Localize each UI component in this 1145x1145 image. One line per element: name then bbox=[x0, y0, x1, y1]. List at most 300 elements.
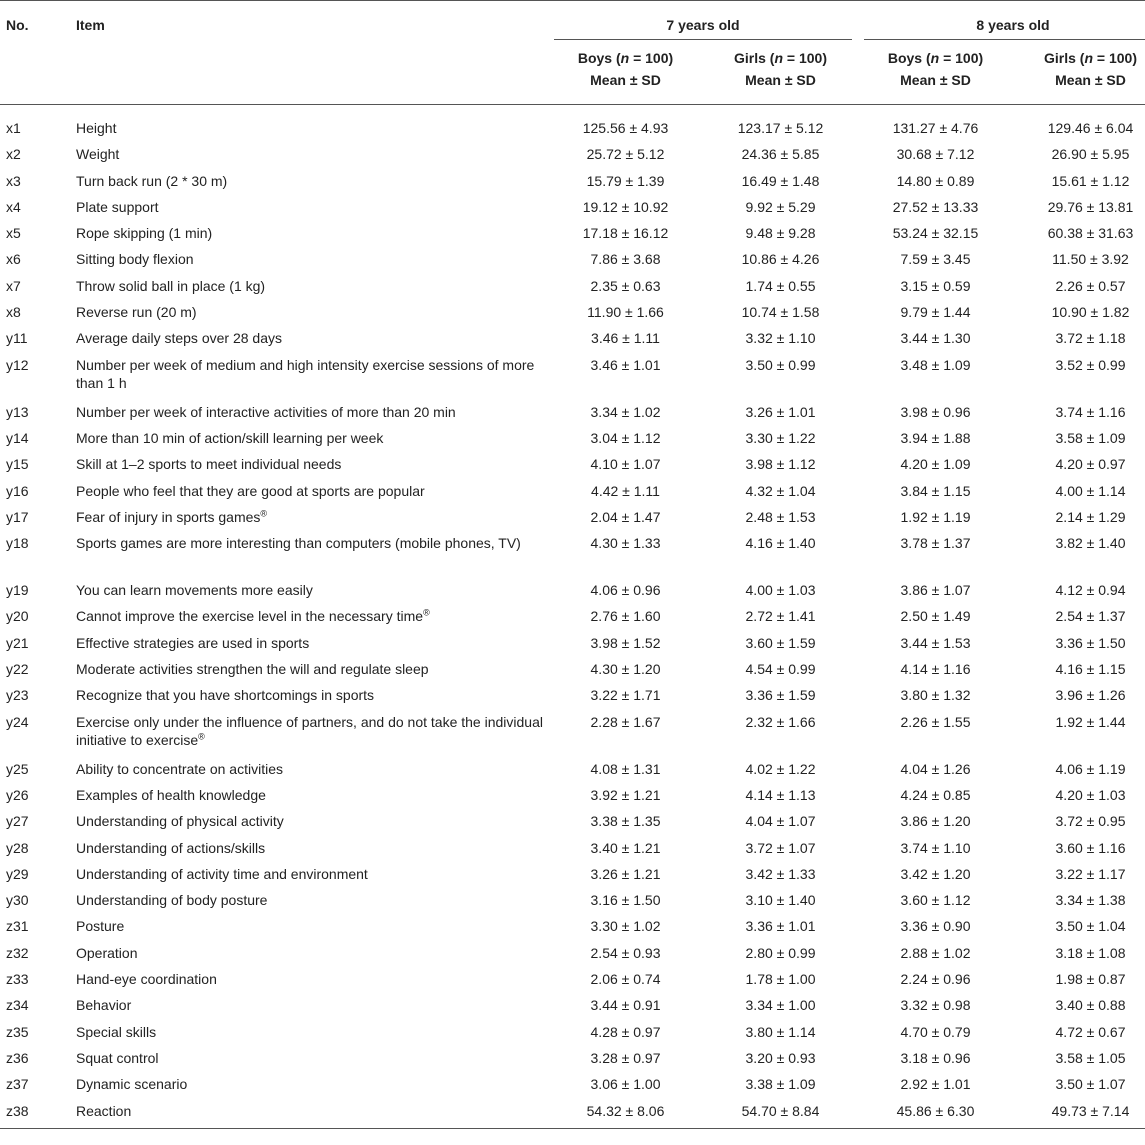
cell-g8: 15.61 ± 1.12 bbox=[1051, 172, 1130, 189]
cell-b7: 2.35 ± 0.63 bbox=[590, 277, 661, 294]
cell-g7: 3.20 ± 0.93 bbox=[745, 1049, 816, 1066]
row-item bbox=[76, 707, 548, 754]
row-item bbox=[76, 885, 548, 911]
cell-b7: 3.26 ± 1.21 bbox=[590, 865, 661, 882]
cell-g7: 10.86 ± 4.26 bbox=[741, 251, 820, 268]
cell-b7: 3.40 ± 1.21 bbox=[590, 839, 661, 856]
cell-b7: 54.32 ± 8.06 bbox=[548, 1096, 703, 1129]
row-item-text: Sports games are more interesting than computers (mobile phones, TV) bbox=[76, 535, 521, 552]
row-item-text: Effective strategies are used in sports bbox=[76, 634, 310, 651]
cell-b8: 3.18 ± 0.96 bbox=[900, 1049, 971, 1066]
cell-b8: 53.24 ± 32.15 bbox=[892, 225, 979, 242]
table-row bbox=[0, 859, 1145, 885]
row-item-text: Examples of health knowledge bbox=[76, 786, 266, 803]
row-no: y17 bbox=[6, 508, 29, 525]
row-item-text: Turn back run (2 * 30 m) bbox=[76, 172, 228, 189]
cell-b7: 3.22 ± 1.71 bbox=[590, 687, 661, 704]
row-no: z36 bbox=[6, 1049, 29, 1066]
row-item-text: More than 10 min of action/skill learning per week bbox=[76, 429, 384, 446]
cell-g7: 9.92 ± 5.29 bbox=[745, 198, 816, 215]
row-item-text: Sitting body flexion bbox=[76, 251, 194, 268]
cell-g8: 3.36 ± 1.50 bbox=[1055, 634, 1126, 651]
row-no: y13 bbox=[6, 403, 29, 420]
cell-b8: 4.14 ± 1.16 bbox=[900, 661, 971, 678]
row-no: y15 bbox=[6, 456, 29, 473]
cell-b8: 3.80 ± 1.32 bbox=[900, 687, 971, 704]
row-item bbox=[76, 859, 548, 885]
row-item-text: Fear of injury in sports games bbox=[76, 508, 261, 525]
cell-b7: 3.04 ± 1.12 bbox=[590, 429, 661, 446]
cell-b8: 3.84 ± 1.15 bbox=[900, 482, 971, 499]
row-item bbox=[76, 680, 548, 706]
row-item bbox=[76, 628, 548, 654]
cell-b8: 2.50 ± 1.49 bbox=[900, 608, 971, 625]
table-row bbox=[0, 297, 1145, 323]
row-no: y29 bbox=[6, 865, 29, 882]
cell-b7: 3.92 ± 1.21 bbox=[590, 786, 661, 803]
row-no: y14 bbox=[6, 429, 29, 446]
table-row bbox=[0, 166, 1145, 192]
table-row bbox=[0, 218, 1145, 244]
row-no: y11 bbox=[6, 330, 28, 347]
row-no: y28 bbox=[6, 839, 29, 856]
cell-g7: 2.48 ± 1.53 bbox=[745, 508, 816, 525]
cell-b8: 4.24 ± 0.85 bbox=[900, 786, 971, 803]
table-row bbox=[0, 1043, 1145, 1069]
reverse-scored-mark: ® bbox=[423, 607, 430, 618]
row-no: y19 bbox=[6, 582, 29, 599]
table-row bbox=[0, 601, 1145, 627]
cell-g8: 3.96 ± 1.26 bbox=[1055, 687, 1126, 704]
row-item-text: Cannot improve the exercise level in the necessary time bbox=[76, 608, 424, 625]
table-row bbox=[0, 754, 1145, 780]
row-item bbox=[76, 1096, 548, 1129]
table-row bbox=[0, 397, 1145, 423]
cell-b8: 9.79 ± 1.44 bbox=[900, 304, 971, 321]
row-no: x2 bbox=[6, 146, 21, 163]
table-row bbox=[0, 885, 1145, 911]
row-item bbox=[76, 601, 548, 627]
cell-b7: 3.30 ± 1.02 bbox=[590, 918, 661, 935]
table-row bbox=[0, 680, 1145, 706]
row-item bbox=[76, 964, 548, 990]
cell-b7: 2.28 ± 1.67 bbox=[590, 713, 661, 730]
cell-g8: 129.46 ± 6.04 bbox=[1047, 120, 1134, 136]
row-no: z38 bbox=[0, 1096, 76, 1129]
cell-g7: 123.17 ± 5.12 bbox=[737, 120, 824, 136]
cell-g7: 3.34 ± 1.00 bbox=[745, 997, 816, 1014]
cell-g8: 3.52 ± 0.99 bbox=[1055, 356, 1126, 373]
row-item bbox=[76, 297, 548, 323]
cell-b8: 3.15 ± 0.59 bbox=[900, 277, 971, 294]
row-item bbox=[76, 1017, 548, 1043]
table-row bbox=[0, 575, 1145, 601]
cell-g8: 2.26 ± 0.57 bbox=[1055, 277, 1126, 294]
row-item bbox=[76, 192, 548, 218]
table-row bbox=[0, 350, 1145, 397]
row-item bbox=[76, 139, 548, 165]
cell-b8: 1.92 ± 1.19 bbox=[900, 508, 971, 525]
cell-b8: 3.78 ± 1.37 bbox=[900, 535, 971, 552]
cell-b8: 3.44 ± 1.30 bbox=[900, 330, 971, 347]
table-row bbox=[0, 707, 1145, 754]
cell-g8: 4.16 ± 1.15 bbox=[1055, 661, 1126, 678]
table-row bbox=[0, 528, 1145, 575]
row-item bbox=[76, 244, 548, 270]
cell-b7: 17.18 ± 16.12 bbox=[582, 225, 669, 242]
cell-g7: 1.74 ± 0.55 bbox=[745, 277, 816, 294]
row-item bbox=[76, 806, 548, 832]
row-item bbox=[76, 476, 548, 502]
row-item bbox=[76, 911, 548, 937]
cell-b7: 2.76 ± 1.60 bbox=[590, 608, 661, 625]
cell-b8: 4.04 ± 1.26 bbox=[900, 760, 971, 777]
cell-g7: 4.14 ± 1.13 bbox=[745, 786, 816, 803]
cell-g8: 49.73 ± 7.14 bbox=[1013, 1096, 1145, 1129]
cell-g8: 11.50 ± 3.92 bbox=[1052, 251, 1129, 268]
row-item-text: Ability to concentrate on activities bbox=[76, 760, 283, 777]
row-no: z31 bbox=[6, 918, 29, 935]
table-body bbox=[0, 105, 1145, 1129]
row-no: x1 bbox=[6, 120, 21, 136]
row-item bbox=[76, 833, 548, 859]
cell-g7: 2.80 ± 0.99 bbox=[745, 944, 816, 961]
row-no: y23 bbox=[6, 687, 29, 704]
row-item-text: People who feel that they are good at sports are popular bbox=[76, 482, 425, 499]
cell-b8: 2.24 ± 0.96 bbox=[900, 971, 971, 988]
table-row bbox=[0, 476, 1145, 502]
cell-g7: 4.54 ± 0.99 bbox=[745, 661, 816, 678]
table-row bbox=[0, 911, 1145, 937]
cell-g7: 3.42 ± 1.33 bbox=[745, 865, 816, 882]
cell-g8: 60.38 ± 31.63 bbox=[1047, 225, 1134, 242]
row-item bbox=[76, 780, 548, 806]
row-no: z32 bbox=[6, 944, 29, 961]
cell-b8: 3.48 ± 1.09 bbox=[900, 356, 971, 373]
cell-g7: 3.10 ± 1.40 bbox=[745, 892, 816, 909]
cell-g8: 4.20 ± 0.97 bbox=[1055, 456, 1126, 473]
cell-b7: 4.42 ± 1.11 bbox=[591, 482, 660, 499]
cell-b7: 3.06 ± 1.00 bbox=[590, 1076, 661, 1093]
cell-b8: 3.42 ± 1.20 bbox=[900, 865, 971, 882]
cell-b7: 4.30 ± 1.20 bbox=[590, 661, 661, 678]
cell-g7: 54.70 ± 8.84 bbox=[703, 1096, 858, 1129]
row-item-text: Recognize that you have shortcomings in sports bbox=[76, 687, 375, 704]
row-item-text: Understanding of actions/skills bbox=[76, 839, 266, 856]
row-item-text: Number per week of medium and high intensity exercise sessions of more than 1 h bbox=[76, 356, 535, 391]
header-boys-8: Boys (n = 100) bbox=[887, 50, 984, 66]
cell-b7: 3.38 ± 1.35 bbox=[590, 813, 661, 830]
cell-b8: 3.98 ± 0.96 bbox=[900, 403, 971, 420]
cell-b8: 30.68 ± 7.12 bbox=[896, 146, 975, 163]
cell-b7: 4.10 ± 1.07 bbox=[590, 456, 661, 473]
row-item-text: Hand-eye coordination bbox=[76, 971, 217, 988]
header-item: Item bbox=[76, 1, 548, 41]
cell-b7: 3.28 ± 0.97 bbox=[590, 1049, 661, 1066]
cell-g7: 4.32 ± 1.04 bbox=[745, 482, 816, 499]
cell-b8: 3.86 ± 1.07 bbox=[900, 582, 971, 599]
table-row bbox=[0, 323, 1145, 349]
cell-g7: 3.50 ± 0.99 bbox=[745, 356, 816, 373]
row-item-text: Throw solid ball in place (1 kg) bbox=[76, 277, 266, 294]
table-row bbox=[0, 780, 1145, 806]
row-no: y16 bbox=[6, 482, 29, 499]
cell-b7: 125.56 ± 4.93 bbox=[582, 120, 669, 136]
cell-g8: 2.14 ± 1.29 bbox=[1055, 508, 1126, 525]
table-row bbox=[0, 806, 1145, 832]
row-no: x4 bbox=[6, 198, 21, 215]
cell-g7: 3.72 ± 1.07 bbox=[745, 839, 816, 856]
cell-g8: 3.50 ± 1.04 bbox=[1055, 918, 1126, 935]
cell-g8: 3.58 ± 1.09 bbox=[1055, 429, 1126, 446]
cell-g8: 29.76 ± 13.81 bbox=[1047, 198, 1134, 215]
row-no: x3 bbox=[6, 172, 21, 189]
row-no: x5 bbox=[6, 225, 21, 242]
cell-g7: 2.72 ± 1.41 bbox=[745, 608, 816, 625]
cell-g8: 4.06 ± 1.19 bbox=[1055, 760, 1126, 777]
header-boys-7: Boys (n = 100) bbox=[577, 50, 674, 66]
table-row bbox=[0, 964, 1145, 990]
cell-g7: 3.32 ± 1.10 bbox=[745, 330, 816, 347]
row-item bbox=[76, 575, 548, 601]
row-item-text: Reverse run (20 m) bbox=[76, 304, 197, 321]
cell-g7: 16.49 ± 1.48 bbox=[741, 172, 820, 189]
row-item-text: Exercise only under the influence of partners, and do not take the individual initiative to exercise bbox=[76, 713, 543, 748]
cell-g7: 3.38 ± 1.09 bbox=[745, 1076, 816, 1093]
row-item bbox=[76, 990, 548, 1016]
cell-b8: 2.88 ± 1.02 bbox=[900, 944, 971, 961]
cell-g7: 3.60 ± 1.59 bbox=[745, 634, 816, 651]
table-row bbox=[0, 271, 1145, 297]
cell-b8: 3.94 ± 1.88 bbox=[900, 429, 971, 446]
cell-b7: 11.90 ± 1.66 bbox=[587, 304, 664, 321]
cell-b7: 4.30 ± 1.33 bbox=[590, 535, 661, 552]
table-row bbox=[0, 192, 1145, 218]
cell-b7: 3.16 ± 1.50 bbox=[590, 892, 661, 909]
cell-g7: 4.04 ± 1.07 bbox=[745, 813, 816, 830]
cell-b8: 45.86 ± 6.30 bbox=[858, 1096, 1013, 1129]
cell-g7: 3.80 ± 1.14 bbox=[745, 1023, 816, 1040]
table-row bbox=[0, 938, 1145, 964]
row-no: y18 bbox=[6, 535, 29, 552]
cell-g7: 4.02 ± 1.22 bbox=[745, 760, 816, 777]
row-item-text: Operation bbox=[76, 944, 138, 961]
row-item bbox=[76, 449, 548, 475]
cell-g7: 10.74 ± 1.58 bbox=[741, 304, 820, 321]
cell-b8: 2.92 ± 1.01 bbox=[900, 1076, 971, 1093]
cell-g8: 3.18 ± 1.08 bbox=[1055, 944, 1126, 961]
cell-g7: 4.00 ± 1.03 bbox=[745, 582, 816, 599]
row-item bbox=[76, 528, 548, 575]
cell-b8: 4.70 ± 0.79 bbox=[900, 1023, 971, 1040]
row-item bbox=[76, 323, 548, 349]
row-item bbox=[76, 502, 548, 528]
cell-b8: 131.27 ± 4.76 bbox=[892, 120, 979, 136]
header-stat: Mean ± SD bbox=[548, 68, 703, 105]
row-no: x7 bbox=[6, 277, 21, 294]
table-row bbox=[0, 1017, 1145, 1043]
row-no: y25 bbox=[6, 760, 29, 777]
table-row bbox=[0, 990, 1145, 1016]
cell-b8: 14.80 ± 0.89 bbox=[896, 172, 975, 189]
cell-b7: 2.06 ± 0.74 bbox=[590, 971, 661, 988]
row-no: x6 bbox=[6, 251, 21, 268]
cell-g8: 26.90 ± 5.95 bbox=[1051, 146, 1130, 163]
row-no: y24 bbox=[6, 713, 29, 730]
row-item-text: Special skills bbox=[76, 1023, 157, 1040]
row-item bbox=[76, 218, 548, 244]
cell-g8: 3.72 ± 1.18 bbox=[1055, 330, 1126, 347]
row-item-text: Skill at 1–2 sports to meet individual needs bbox=[76, 456, 342, 473]
cell-g8: 2.54 ± 1.37 bbox=[1055, 608, 1126, 625]
cell-g8: 3.40 ± 0.88 bbox=[1055, 997, 1126, 1014]
cell-g7: 1.78 ± 1.00 bbox=[745, 971, 816, 988]
table-row bbox=[0, 1096, 1145, 1129]
header-no: No. bbox=[0, 1, 76, 41]
row-item-text: Understanding of physical activity bbox=[76, 813, 284, 830]
table-row bbox=[0, 628, 1145, 654]
cell-b7: 19.12 ± 10.92 bbox=[582, 198, 669, 215]
cell-g8: 3.34 ± 1.38 bbox=[1055, 892, 1126, 909]
header-group-7: 7 years old bbox=[548, 1, 858, 41]
cell-g8: 3.74 ± 1.16 bbox=[1055, 403, 1126, 420]
reverse-scored-mark: ® bbox=[260, 508, 268, 519]
cell-g7: 3.36 ± 1.01 bbox=[745, 918, 816, 935]
row-item-text: Number per week of interactive activities of more than 20 min bbox=[76, 403, 456, 420]
header-girls-7: Girls (n = 100) bbox=[733, 50, 827, 66]
row-item-text: Posture bbox=[76, 918, 125, 935]
cell-g7: 9.48 ± 9.28 bbox=[745, 225, 816, 242]
row-no: y12 bbox=[6, 356, 29, 373]
cell-b7: 25.72 ± 5.12 bbox=[586, 146, 665, 163]
row-no: z33 bbox=[6, 971, 29, 988]
table-row bbox=[0, 1069, 1145, 1095]
row-item-text: Average daily steps over 28 days bbox=[76, 330, 282, 347]
cell-g8: 3.60 ± 1.16 bbox=[1055, 839, 1126, 856]
row-item-text: Rope skipping (1 min) bbox=[76, 225, 213, 242]
cell-b8: 3.74 ± 1.10 bbox=[900, 839, 971, 856]
row-item-text: Dynamic scenario bbox=[76, 1076, 188, 1093]
row-no: y26 bbox=[6, 786, 29, 803]
header-group-8: 8 years old bbox=[858, 1, 1145, 41]
row-item-text: Understanding of body posture bbox=[76, 892, 268, 909]
cell-g7: 24.36 ± 5.85 bbox=[741, 146, 820, 163]
cell-b7: 4.06 ± 0.96 bbox=[590, 582, 661, 599]
row-item-text: Squat control bbox=[76, 1049, 159, 1066]
cell-g7: 3.30 ± 1.22 bbox=[745, 429, 816, 446]
row-item bbox=[76, 1069, 548, 1095]
cell-g7: 3.26 ± 1.01 bbox=[745, 403, 816, 420]
table-row bbox=[0, 105, 1145, 140]
cell-b7: 7.86 ± 3.68 bbox=[590, 251, 661, 268]
row-item bbox=[76, 397, 548, 423]
row-no: z37 bbox=[6, 1076, 29, 1093]
cell-b8: 2.26 ± 1.55 bbox=[900, 713, 971, 730]
cell-b8: 3.86 ± 1.20 bbox=[900, 813, 971, 830]
cell-b7: 4.08 ± 1.31 bbox=[590, 760, 661, 777]
row-item bbox=[76, 105, 548, 140]
row-no: y20 bbox=[6, 608, 29, 625]
row-item-text: Weight bbox=[76, 146, 120, 163]
cell-g8: 10.90 ± 1.82 bbox=[1051, 304, 1130, 321]
row-no: z35 bbox=[6, 1023, 29, 1040]
row-no: x8 bbox=[6, 304, 21, 321]
cell-b7: 3.34 ± 1.02 bbox=[590, 403, 661, 420]
cell-b8: 3.44 ± 1.53 bbox=[900, 634, 971, 651]
cell-b7: 3.98 ± 1.52 bbox=[590, 634, 661, 651]
table-row bbox=[0, 449, 1145, 475]
cell-b8: 27.52 ± 13.33 bbox=[892, 198, 979, 215]
cell-b7: 3.46 ± 1.01 bbox=[590, 356, 661, 373]
cell-g8: 3.82 ± 1.40 bbox=[1055, 535, 1126, 552]
row-item bbox=[76, 754, 548, 780]
row-no: y21 bbox=[6, 634, 29, 651]
cell-g7: 4.16 ± 1.40 bbox=[745, 535, 816, 552]
header-stat: Mean ± SD bbox=[858, 68, 1013, 105]
cell-b7: 2.54 ± 0.93 bbox=[590, 944, 661, 961]
cell-g8: 3.72 ± 0.95 bbox=[1055, 813, 1126, 830]
table-row bbox=[0, 139, 1145, 165]
cell-b8: 4.20 ± 1.09 bbox=[900, 456, 971, 473]
cell-b7: 2.04 ± 1.47 bbox=[590, 508, 661, 525]
reverse-scored-mark: ® bbox=[198, 730, 205, 741]
row-item-text: Understanding of activity time and environment bbox=[76, 865, 368, 882]
row-item-text: Behavior bbox=[76, 997, 132, 1014]
cell-b7: 3.46 ± 1.11 bbox=[591, 330, 660, 347]
cell-g8: 3.50 ± 1.07 bbox=[1055, 1076, 1126, 1093]
row-item-text: You can learn movements more easily bbox=[76, 582, 313, 599]
header-stat: Mean ± SD bbox=[703, 68, 858, 105]
cell-g8: 3.22 ± 1.17 bbox=[1055, 865, 1126, 882]
table-row bbox=[0, 502, 1145, 528]
table-row bbox=[0, 833, 1145, 859]
cell-b7: 3.44 ± 0.91 bbox=[590, 997, 661, 1014]
cell-g8: 1.98 ± 0.87 bbox=[1055, 971, 1126, 988]
cell-g8: 4.12 ± 0.94 bbox=[1055, 582, 1126, 599]
row-no: y27 bbox=[6, 813, 29, 830]
row-no: z34 bbox=[6, 997, 29, 1014]
cell-b7: 4.28 ± 0.97 bbox=[590, 1023, 661, 1040]
cell-b8: 3.32 ± 0.98 bbox=[900, 997, 971, 1014]
cell-g8: 1.92 ± 1.44 bbox=[1055, 713, 1126, 730]
cell-g7: 3.98 ± 1.12 bbox=[745, 456, 816, 473]
cell-g7: 2.32 ± 1.66 bbox=[745, 713, 816, 730]
row-item bbox=[76, 350, 548, 397]
row-item bbox=[76, 423, 548, 449]
table-row bbox=[0, 244, 1145, 270]
cell-b8: 3.36 ± 0.90 bbox=[900, 918, 971, 935]
row-item-text: Height bbox=[76, 120, 117, 136]
row-item bbox=[76, 166, 548, 192]
cell-g8: 4.20 ± 1.03 bbox=[1055, 786, 1126, 803]
cell-g7: 3.36 ± 1.59 bbox=[745, 687, 816, 704]
cell-b8: 3.60 ± 1.12 bbox=[900, 892, 971, 909]
cell-g8: 4.72 ± 0.67 bbox=[1055, 1023, 1126, 1040]
row-no: y30 bbox=[6, 892, 29, 909]
cell-g8: 4.00 ± 1.14 bbox=[1055, 482, 1126, 499]
row-item bbox=[76, 1043, 548, 1069]
row-item-text: Plate support bbox=[76, 198, 159, 215]
row-item bbox=[76, 654, 548, 680]
table-row bbox=[0, 654, 1145, 680]
cell-b7: 15.79 ± 1.39 bbox=[586, 172, 665, 189]
row-item-text: Reaction bbox=[76, 1102, 132, 1119]
cell-g8: 3.58 ± 1.05 bbox=[1055, 1049, 1126, 1066]
header-stat: Mean ± SD bbox=[1013, 68, 1145, 105]
row-item bbox=[76, 938, 548, 964]
row-item-text: Moderate activities strengthen the will and regulate sleep bbox=[76, 661, 429, 678]
table-row bbox=[0, 423, 1145, 449]
